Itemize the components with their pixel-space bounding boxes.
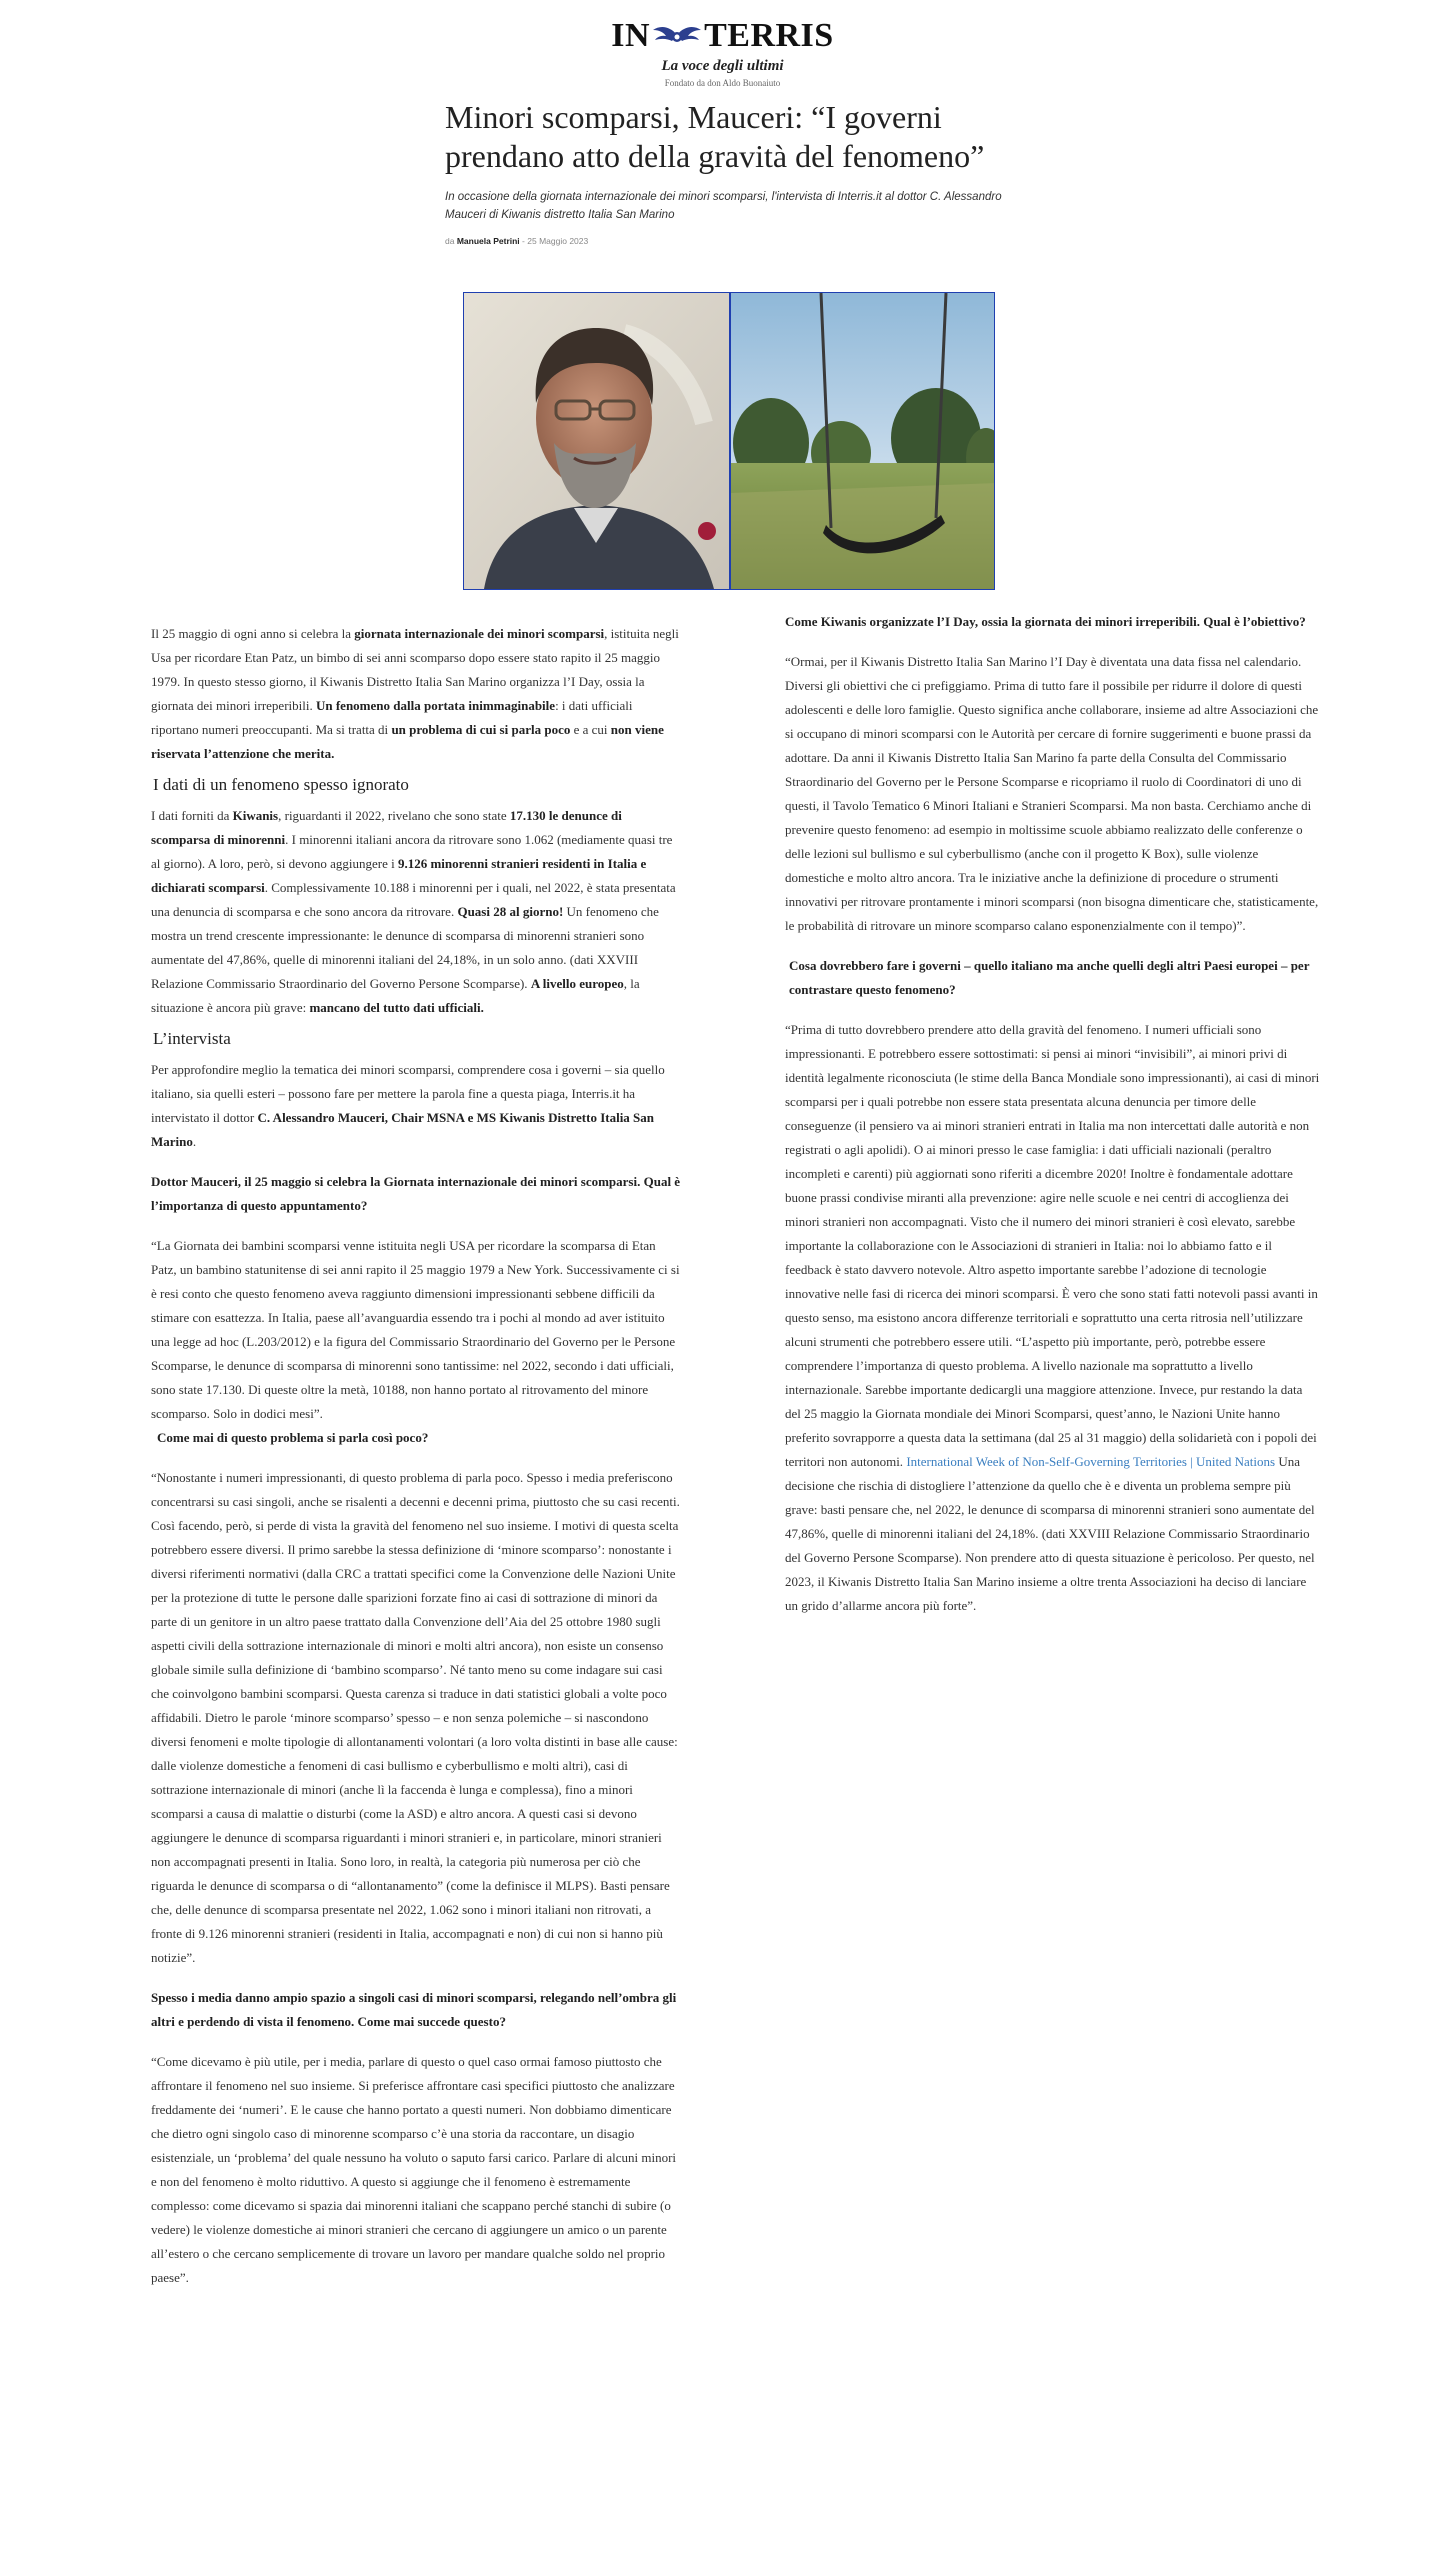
text-run: Una decisione che rischia di distogliere l’attenzione da quello che è e diventa un problema sempre più grave: basti pensare che, nel 2022, le denunce di scomparsa di minorenni stranieri sono aumentate del 47,86%, quelle di minorenni italiani del 24,18%. (dati XXVIII Relazione Commissario Straordinario del Governo Persone Scomparse). Non prendere atto di questa situazione è pericoloso. Per questo, nel 2023, il Kiwanis Distretto Italia San Marino insieme a oltre trenta Associazioni ha deciso di lanciare un grido d’allarme ancora più forte”. <box>785 1454 1315 1613</box>
intervista-paragraph <box>151 1058 681 1154</box>
bold-run: 9.126 minorenni stranieri residenti in Italia e dichiarati scomparsi <box>151 856 647 895</box>
answer-1: “La Giornata dei bambini scomparsi venne istituita negli USA per ricordare la scomparsa di Etan Patz, un bambino statunitense di sei anni rapito il 25 maggio 1979 a New York. Successivamente ci si è resi conto che questo fenomeno aveva raggiunto dimensioni impressionanti sebbene difficili da stimare con esattezza. In Italia, paese all’avanguardia essendo tra i pochi al mondo ad aver istituito una legge ad hoc (L.203/2012) e la figura del Commissario Straordinario del Governo per le Persone Scomparse, le denunce di scomparsa di minorenni sono tantissime: nel 2022, secondo i dati ufficiali, sono state 17.130. Di queste oltre la metà, 10188, non hanno portato al ritrovamento del minore scomparso. Solo in dodici mesi”. <box>151 1238 680 1421</box>
article-subtitle: In occasione della giornata internazionale dei minori scomparsi, l'intervista di Interris.it al dottor C. Alessandro Mauceri di Kiwanis distretto Italia San Marino <box>445 191 1002 221</box>
byline <box>445 236 1005 246</box>
portrait-photo <box>464 293 729 589</box>
text-run: , istituita negli Usa per ricordare Etan Patz, un bimbo di sei anni scomparso dopo essere stato rapito il 25 maggio 1979. In questo stesso giorno, il Kiwanis Distretto Italia San Marino organizza l’I Day, ossia la giornata dei minori irreperibili. <box>151 626 679 713</box>
question-5: Cosa dovrebbero fare i governi – quello italiano ma anche quelli degli altri Paesi europei – per contrastare questo fenomeno? <box>789 958 1310 997</box>
site-logo[interactable] <box>0 18 1445 56</box>
article-column-right <box>785 610 1320 1618</box>
un-week-link[interactable]: International Week of Non-Self-Governing Territories | United Nations <box>906 1454 1276 1469</box>
founder-note: Fondato da don Aldo Buonaiuto <box>664 78 781 89</box>
article-headline: Minori scomparsi, Mauceri: “I governi prendano atto della gravità del fenomeno” <box>445 99 985 174</box>
masthead <box>0 18 1445 88</box>
text-run: I dati forniti da <box>151 808 233 823</box>
byline-separator: - <box>522 236 525 246</box>
question-3: Spesso i media danno ampio spazio a singoli casi di minori scomparsi, relegando nell’ombra gli altri e perdendo di vista il fenomeno. Come mai succede questo? <box>151 1990 677 2029</box>
intro-paragraph <box>151 622 681 766</box>
bold-run: Kiwanis <box>232 808 279 823</box>
text-run: Per approfondire meglio la tematica dei minori scomparsi, comprendere cosa i governi – sia quello italiano, sia quelli esteri – possono fare per mettere la parola fine a questa piaga, Interris.it ha intervistato il dottor <box>151 1062 665 1125</box>
text-run: “Prima di tutto dovrebbero prendere atto della gravità del fenomeno. I numeri ufficiali sono impressionanti. E potrebbero essere sottostimati: si pensi ai minori “invisibili”, ai minori privi di identità legalmente riconosciuta (le stime della Banca Mondiale sono impressionanti), ai casi di minori scomparsi per i quali potrebbe non essere stata presentata alcuna denuncia per timore delle conseguenze (il pensiero va ai minori stranieri entrati in Italia ma non intercettati dalle autorità e non registrati o agli apolidi). O ai minori presso le case famiglia: i dati ufficiali nazionali (peraltro incompleti e carenti) più aggiornati sono riferiti a dicembre 2020! Inoltre è fondamentale adottare buone prassi condivise miranti alla prevenzione: agire nelle scuole e nei centri di accoglienza dei minori stranieri non accompagnati. Visto che il numero dei minori stranieri è così elevato, sarebbe importante la collaborazione con le Associazioni di stranieri in Italia: noi lo abbiamo fatto e il feedback è stato davvero notevole. Altro aspetto importante sarebbe l’adozione di tecnologie innovative nelle fasi di ricerca dei minori scomparsi. È vero che sono stati fatti notevoli passi avanti in questo senso, ma esistono ancora differenze territoriali e soprattutto una certa ritrosia nell’utilizzare alcuni strumenti che potrebbero essere utili. “L’aspetto più importante, però, potrebbe essere comprendere l’importanza di questo problema. A livello nazionale ma soprattutto a livello internazionale. Sarebbe importante dedicargli una maggiore attenzione. Invece, pur restando la data del 25 maggio la Giornata mondiale dei Minori Scomparsi, quest’anno, le Nazioni Unite hanno preferito sovrapporre a questa data la settimana (dal 25 al 31 maggio) della solidarietà con i popoli dei territori non autonomi. <box>785 1022 1320 1469</box>
text-run: . I minorenni italiani ancora da ritrovare sono 1.062 (mediamente quasi tre al giorno). A loro, però, si devono aggiungere i <box>151 832 673 871</box>
hero-image <box>463 292 995 590</box>
bold-run: mancano del tutto dati ufficiali. <box>309 1000 484 1015</box>
text-run: , riguardanti il 2022, rivelano che sono state <box>278 808 510 823</box>
text-run: Il 25 maggio di ogni anno si celebra la <box>151 626 355 641</box>
bold-run: giornata internazionale dei minori scomparsi <box>354 626 605 641</box>
bold-run: C. Alessandro Mauceri, Chair MSNA e MS Kiwanis Distretto Italia San Marino <box>151 1110 655 1149</box>
bold-run: non viene riservata l’attenzione che merita. <box>151 722 664 761</box>
answer-2: “Nonostante i numeri impressionanti, di questo problema di parla poco. Spesso i media preferiscono concentrarsi su casi singoli, anche se risalenti a decenni e decenni prima, piuttosto che su casi recenti. Così facendo, però, si perde di vista la gravità del fenomeno nel suo insieme. I motivi di questa scelta potrebbero essere diversi. Il primo sarebbe la stessa definizione di ‘minore scomparso’: nonostante i diversi riferimenti normativi (dalla CRC a trattati specifici come la Convenzione delle Nazioni Unite per la protezione di tutte le persone dalle sparizioni forzate fino ai casi di sottrazione di minori da parte di un genitore in un altro paese trattato dalla Convenzione dell’Aia del 25 ottobre 1980 sugli aspetti civili della sottrazione internazionale di minori e molti altri ancora), non esiste un consenso globale simile sulla definizione di ‘bambino scomparso’. Né tanto meno su come indagare sui casi che coinvolgono bambini scomparsi. Questa carenza si traduce in dati statistici globali a volte poco affidabili. Dietro le parole ‘minore scomparso’ spesso – e non senza polemiche – si nascondono diversi fenomeni e molte tipologie di allontanamenti volontari (a loro volta distinti in base alle cause: dalle violenze domestiche a fenomeni di casi bullismo e cyberbullismo e molti altri), casi di sottrazione internazionale di minori (anche lì la faccenda è lunga e complessa), fino a minori scomparsi a causa di malattie o disturbi (come la ASD) e altro ancora. A questi casi si devono aggiungere le denunce di scomparsa riguardanti i minori stranieri e, in particolare, minori stranieri non accompagnati presenti in Italia. Sono loro, in realtà, la categoria più numerosa per ciò che riguarda le denunce di scomparsa o di “allontanamento” (come la definisce il MLPS). Basti pensare che, delle denunce di scomparsa presentate nel 2022, 1.062 sono i minori italiani non ritrovati, a fronte di 9.126 minorenni stranieri (residenti in Italia, accompagnati e non) di cui non si hanno più notizie”. <box>151 1470 680 1965</box>
text-run: Un fenomeno che mostra un trend crescente impressionante: le denunce di scomparsa di minorenni stranieri sono aumentate del 47,86%, quelle di minorenni italiani del 24,18%, in un solo anno. (dati XXVIII Relazione Commissario Straordinario del Governo Persone Scomparse). <box>151 904 659 991</box>
bold-run: 17.130 le denunce di scomparsa di minorenni <box>151 808 622 847</box>
author-link[interactable]: Manuela Petrini <box>456 236 520 246</box>
publish-date: 25 Maggio 2023 <box>527 236 589 246</box>
text-run: . <box>192 1134 197 1149</box>
logo-text-right: TERRIS <box>704 17 834 54</box>
question-1: Dottor Mauceri, il 25 maggio si celebra la Giornata internazionale dei minori scomparsi. Qual è l’importanza di questo appuntamento? <box>151 1174 681 1213</box>
text-run: . Complessivamente 10.188 i minorenni per i quali, nel 2022, è stata presentata una denuncia di scomparsa e che sono ancora da ritrovare. <box>151 880 676 919</box>
swing-photo <box>729 293 994 589</box>
article-column-left <box>151 622 681 2290</box>
answer-4: “Ormai, per il Kiwanis Distretto Italia San Marino l’I Day è diventata una data fissa nel calendario. Diversi gli obiettivi che ci prefiggiamo. Prima di tutto fare il possibile per ridurre il dolore di questi adolescenti e delle loro famiglie. Questo significa anche collaborare, insieme ad altre Associazioni che si occupano di minori scomparsi con le Autorità per cercare di fornire suggerimenti e buone prassi da adottare. Da anni il Kiwanis Distretto Italia San Marino fa parte della Consulta del Commissario Straordinario del Governo per le Persone Scomparse e ricopriamo il ruolo di Coordinatori di uno di questi, il Tavolo Tematico 6 Minori Italiani e Stranieri Scomparsi. Ma non basta. Cerchiamo anche di prevenire questo fenomeno: ad esempio in moltissime scuole abbiamo realizzato delle conferenze o delle lezioni sul bullismo e sul cyberbullismo (anche con il progetto K Box), sulle violenze domestiche e molto altro ancora. Tra le iniziative anche la definizione di procedure o strumenti innovativi per ritrovare prontamente i minori scomparsi (non bisogna dimenticare che, statisticamente, le probabilità di ritrovare un minore scomparso calano esponenzialmente con il tempo)”. <box>785 654 1319 933</box>
byline-prefix: da <box>445 236 455 246</box>
answer-5 <box>785 1018 1320 1618</box>
bold-run: Quasi 28 al giorno! <box>457 904 564 919</box>
answer-3: “Come dicevamo è più utile, per i media, parlare di questo o quel caso ormai famoso piuttosto che affrontare il fenomeno nel suo insieme. Si preferisce affrontare casi specifici piuttosto che analizzare freddamente dei ‘numeri’. E le cause che hanno portato a questi numeri. Non dobbiamo dimenticare che dietro ogni singolo caso di minorenne scomparso c’è una storia da raccontare, un disagio esistenziale, un ‘problema’ del quale nessuno ha voluto o saputo farsi carico. Parlare di alcuni minori e non del fenomeno è molto riduttivo. A questo si aggiunge che il fenomeno è estremamente complesso: come dicevamo si spazia dai minorenni italiani che scappano perché stanchi di subire (o vedere) le violenze domestiche ai minori stranieri che cercano di aggiungere un amico o un parente all’estero o che cercano semplicemente di trovare un lavoro per mandare qualche soldo nel proprio paese”. <box>151 2054 677 2285</box>
section-heading-intervista: L’intervista <box>153 1029 231 1048</box>
bold-run: Un fenomeno dalla portata inimmaginabile <box>315 698 556 713</box>
dati-paragraph <box>151 804 681 1020</box>
logo-text-left: IN <box>611 17 651 54</box>
winged-emblem-icon <box>652 20 702 56</box>
text-run: , la situazione è ancora più grave: <box>151 976 640 1015</box>
article-header <box>445 98 1005 246</box>
bold-run: un problema di cui si parla poco <box>391 722 571 737</box>
text-run: e a cui <box>570 722 611 737</box>
section-heading-dati: I dati di un fenomeno spesso ignorato <box>153 775 409 794</box>
text-run: : i dati ufficiali riportano numeri preoccupanti. Ma si tratta di <box>151 698 633 737</box>
bold-run: A livello europeo <box>530 976 624 991</box>
question-4: Come Kiwanis organizzate l’I Day, ossia la giornata dei minori irreperibili. Qual è l’obiettivo? <box>785 614 1306 629</box>
question-2: Come mai di questo problema si parla così poco? <box>157 1430 429 1445</box>
tagline: La voce degli ultimi <box>661 58 784 75</box>
